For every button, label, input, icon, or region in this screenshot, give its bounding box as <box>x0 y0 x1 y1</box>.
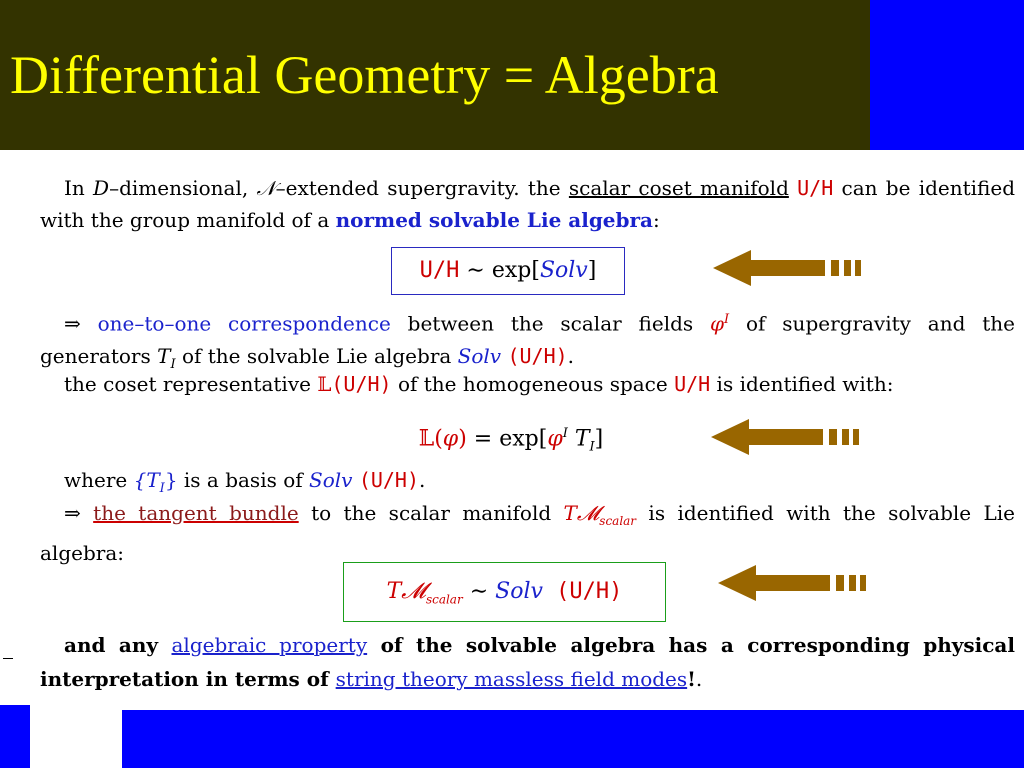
bottom-margin <box>30 705 122 768</box>
eq1-lhs: U/H <box>419 258 460 283</box>
string-theory-modes: string theory massless field modes <box>335 667 688 691</box>
text: of supergravity and the generators <box>40 311 1016 368</box>
luh-symbol: (U/H) <box>331 372 392 396</box>
arrow-left-icon <box>713 248 863 288</box>
eq1-close: ] <box>587 258 597 283</box>
margin-dash <box>3 658 13 659</box>
eq2-phi: φ <box>442 426 459 452</box>
implies-symbol: ⇒ <box>64 501 94 525</box>
eq3-solv: Solv <box>495 579 543 604</box>
phi-symbol: φ <box>710 311 725 336</box>
paragraph-coset <box>40 368 1015 400</box>
eq1-solv: Solv <box>539 258 588 283</box>
eq2-phi2: φ <box>547 426 563 452</box>
eq2-end: ] <box>594 426 604 452</box>
uh-symbol: (U/H) <box>358 468 420 492</box>
eq3-subscript: scalar <box>425 592 463 607</box>
basis-close: } <box>164 468 178 492</box>
text: . <box>567 343 575 368</box>
text: is identified with the solvable Lie algebra: <box>40 501 1016 565</box>
eq2-t: T <box>567 426 590 452</box>
basis-set: {T <box>133 468 160 492</box>
exclamation: ! <box>687 667 696 691</box>
text: the coset representative <box>64 372 318 396</box>
solv-symbol: Solv <box>457 343 502 368</box>
t-symbol: T <box>157 343 171 368</box>
text: where <box>64 468 134 492</box>
solv-symbol: Solv <box>309 468 353 492</box>
text: of the homogeneous space <box>391 372 675 396</box>
eq2-sub: I <box>589 439 595 455</box>
text: can be identified with the group manifold of a <box>40 176 1016 232</box>
scalar-coset-manifold: scalar coset manifold <box>568 176 789 200</box>
text: to the scalar manifold <box>298 501 564 525</box>
eq1-rel: ∼ exp[ <box>459 258 540 283</box>
uh-symbol: U/H <box>674 372 711 396</box>
eq3-uh: (U/H) <box>542 579 623 604</box>
text: is identified with: <box>710 372 894 396</box>
text: of the solvable algebra has a corresponding physical interpretation in terms of <box>40 633 1015 691</box>
algebraic-property: algebraic property <box>171 633 368 657</box>
text: of the solvable Lie algebra <box>175 343 458 368</box>
eq3-tm: T𝓜 <box>386 579 426 604</box>
left-margin <box>0 150 30 705</box>
text: : <box>653 208 660 232</box>
arrow-left-icon <box>711 417 861 457</box>
implies-symbol: ⇒ <box>64 311 98 336</box>
text: is a basis of <box>177 468 310 492</box>
t-subscript: I <box>170 356 176 372</box>
uh-symbol: U/H <box>797 176 834 200</box>
equation-box-1 <box>391 247 625 295</box>
paragraph-conclusion <box>40 628 1015 696</box>
text: –extended supergravity. the <box>275 176 569 200</box>
tm-symbol: T𝓜 <box>563 501 600 525</box>
tm-subscript: scalar <box>599 514 637 528</box>
tangent-bundle: the tangent bundle <box>93 501 299 525</box>
slide-title: Differential Geometry = Algebra <box>10 45 719 105</box>
title-bar <box>0 0 870 150</box>
eq2-close: ) <box>458 426 467 452</box>
symbol-n: 𝒩 <box>256 176 276 200</box>
equation-box-3 <box>343 562 666 622</box>
paragraph-intro <box>40 172 1015 236</box>
l-symbol: 𝕃 <box>317 372 332 396</box>
arrow-left-icon <box>718 563 868 603</box>
text: and any <box>64 633 172 657</box>
uh-symbol: (U/H) <box>507 343 568 368</box>
normed-solvable-lie-algebra: normed solvable Lie algebra <box>335 208 654 232</box>
equation-2 <box>391 414 631 454</box>
one-to-one-correspondence: one–to–one correspondence <box>97 311 391 336</box>
phi-superscript: I <box>724 312 730 327</box>
symbol-d: D <box>93 176 110 200</box>
eq3-rel: ∼ <box>462 579 496 604</box>
eq2-rel: = exp[ <box>466 426 548 452</box>
basis-subscript: I <box>159 481 165 496</box>
text: –dimensional, <box>109 176 257 200</box>
text: between the scalar fields <box>390 311 711 336</box>
eq2-sup: I <box>562 426 568 441</box>
text: In <box>64 176 94 200</box>
text: . <box>419 468 426 492</box>
paragraph-tangent <box>40 497 1015 569</box>
eq2-l: 𝕃( <box>418 426 443 452</box>
text: . <box>695 667 703 691</box>
